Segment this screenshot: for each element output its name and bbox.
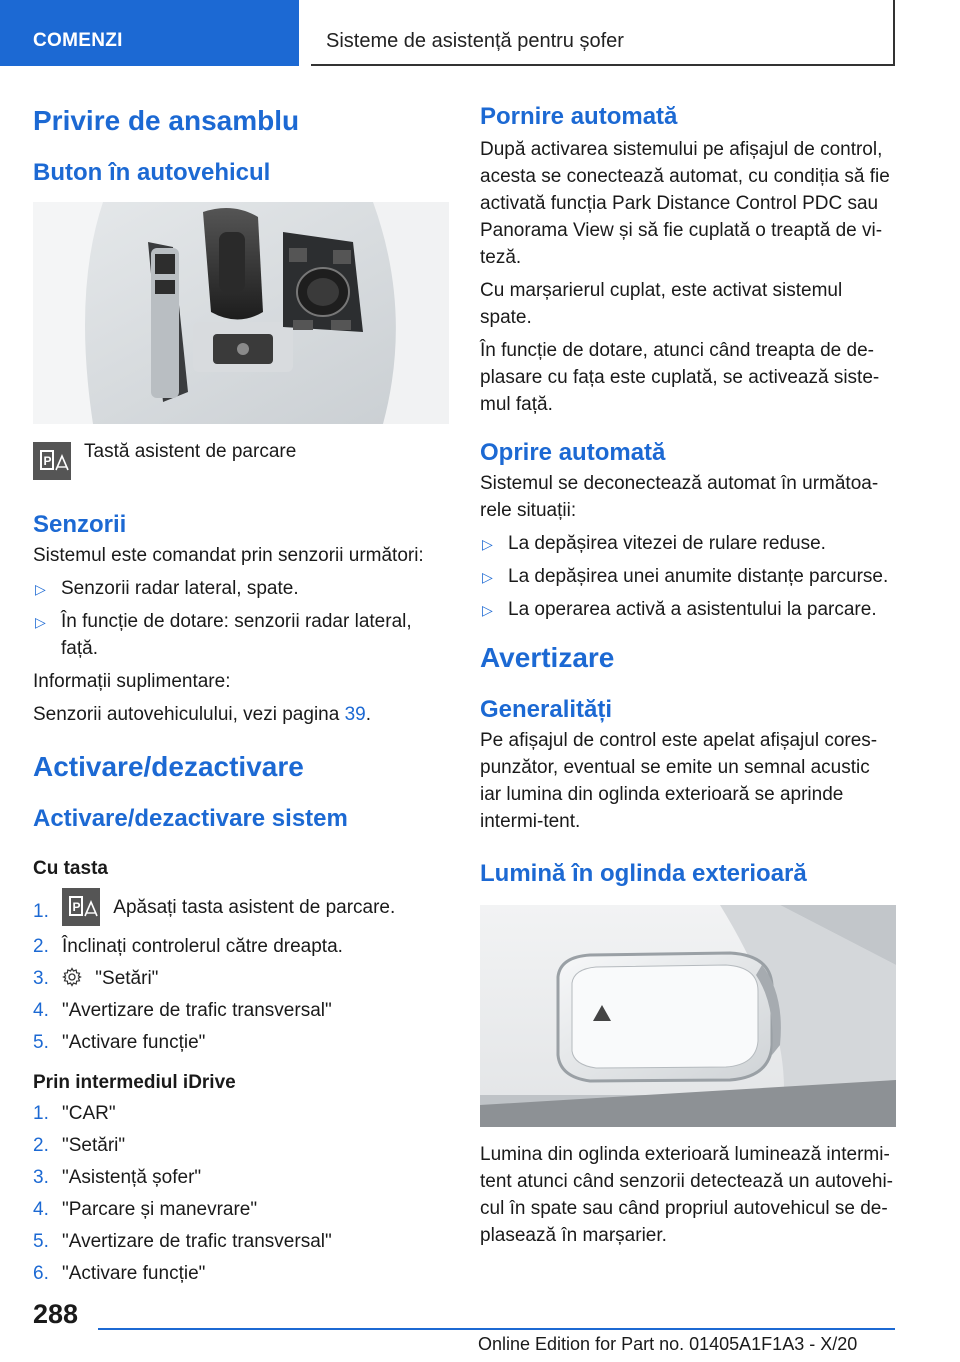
list-item: 2. "Setări" xyxy=(33,1135,126,1156)
heading-auto-stop: Oprire automată xyxy=(480,439,666,466)
mirror-p: Lumina din oglinda exterioară luminează intermi-tent atunci când senzorii detectează un autovehi-cul în spate sau când propriul autovehicul se de-plasează în marșarier. xyxy=(480,1144,893,1246)
heading-auto-start: Pornire automată xyxy=(480,103,678,130)
list-item: 3. "Asistență șofer" xyxy=(33,1167,202,1188)
gear-icon xyxy=(62,967,82,987)
footer-edition: Online Edition for Part no. 01405A1F1A3 - X/20 xyxy=(478,1334,858,1354)
more-info-label: Informații suplimentare: xyxy=(33,671,231,692)
chapter-title: Sisteme de asistență pentru șofer xyxy=(326,30,624,52)
page-number: 288 xyxy=(33,1299,79,1329)
center-console-image xyxy=(33,202,449,424)
list-item: ▷ La operarea activă a asistentului la parcare. xyxy=(480,596,896,623)
triangle-bullet-icon: ▷ xyxy=(35,581,46,597)
heading-general: Generalități xyxy=(480,696,613,723)
triangle-bullet-icon: ▷ xyxy=(482,602,493,618)
chapter-tab xyxy=(311,0,895,66)
left-column xyxy=(33,96,449,1292)
sensors-list xyxy=(33,575,449,662)
list-item: ▷ În funcție de dotare: senzorii radar lateral, față. xyxy=(35,611,412,659)
list-item: 1. "CAR" xyxy=(33,1103,116,1124)
heading-idrive: Prin intermediul iDrive xyxy=(33,1072,236,1093)
button-caption-row xyxy=(33,442,449,486)
idrive-steps-list xyxy=(33,1100,449,1287)
general-p: Pe afișajul de control este apelat afișajul cores-punzător, eventual se emite un semnal acustic iar lumina din oglinda exterioară se aprinde intermi-tent. xyxy=(480,730,878,832)
list-item: 2. Înclinați controlerul către dreapta. xyxy=(33,936,343,957)
list-item: ▷ La depășirea vitezei de rulare reduse. xyxy=(480,530,896,557)
list-item: 4. "Parcare și manevrare" xyxy=(33,1199,258,1220)
auto-start-p3: În funcție de dotare, atunci când treapta de de-plasare cu fața este cuplată, se activează siste-mul față. xyxy=(480,340,880,415)
triangle-bullet-icon: ▷ xyxy=(482,569,493,585)
section-title: COMENZI xyxy=(33,30,123,51)
footer-divider xyxy=(98,1328,895,1330)
heading-overview: Privire de ansamblu xyxy=(33,105,300,136)
section-tab xyxy=(0,0,299,66)
heading-activation-system: Activare/dezactivare sistem xyxy=(33,805,348,832)
list-item: ▷ La depășirea unei anumite distanțe parcurse. xyxy=(480,563,896,590)
list-item: 3. "Setări" xyxy=(33,968,159,989)
button-caption: Tastă asistent de parcare xyxy=(84,441,297,462)
svg-text:P: P xyxy=(43,454,52,468)
mirror-photo xyxy=(480,905,896,1127)
triangle-bullet-icon: ▷ xyxy=(35,614,46,630)
heading-with-key: Cu tasta xyxy=(33,858,108,879)
triangle-bullet-icon: ▷ xyxy=(482,536,493,552)
heading-activation: Activare/dezactivare xyxy=(33,751,304,782)
auto-stop-intro: Sistemul se deconectează automat în următoa-rele situații: xyxy=(480,473,879,521)
heading-warning: Avertizare xyxy=(480,642,615,673)
list-item: 6. "Activare funcție" xyxy=(33,1263,206,1284)
park-assist-icon xyxy=(33,442,71,480)
side-mirror-image xyxy=(480,905,896,1127)
sensors-intro: Sistemul este comandat prin senzorii următori: xyxy=(33,545,424,566)
park-assist-icon xyxy=(62,888,100,926)
sensors-reference: Senzorii autovehiculului, vezi pagina 39. xyxy=(33,704,372,725)
heading-button: Buton în autovehicul xyxy=(33,159,271,186)
auto-stop-list xyxy=(480,530,896,623)
list-item: 5. "Activare funcție" xyxy=(33,1032,206,1053)
list-item: 4. "Avertizare de trafic transversal" xyxy=(33,1000,332,1021)
list-item: 1. P Apăsați tasta asistent de parcare. xyxy=(33,888,449,928)
right-column xyxy=(480,96,896,1249)
page-link[interactable]: 39 xyxy=(344,704,366,725)
svg-text:P: P xyxy=(72,900,81,914)
heading-mirror-light: Lumină în oglinda exterioară xyxy=(480,860,807,887)
auto-start-p1: După activarea sistemului pe afișajul de control, acesta se conectează automat, cu condiția să fie activată funcția Park Distance Control PDC sau Panorama View și să fie cuplată o treaptă de vi-teză. xyxy=(480,139,890,268)
key-steps-list xyxy=(33,888,449,1056)
heading-sensors: Senzorii xyxy=(33,511,127,538)
list-item: ▷ Senzorii radar lateral, spate. xyxy=(33,575,449,602)
page-header xyxy=(0,0,960,66)
console-photo xyxy=(33,202,449,424)
list-item: 5. "Avertizare de trafic transversal" xyxy=(33,1231,332,1252)
auto-start-p2: Cu marșarierul cuplat, este activat sistemul spate. xyxy=(480,280,843,328)
